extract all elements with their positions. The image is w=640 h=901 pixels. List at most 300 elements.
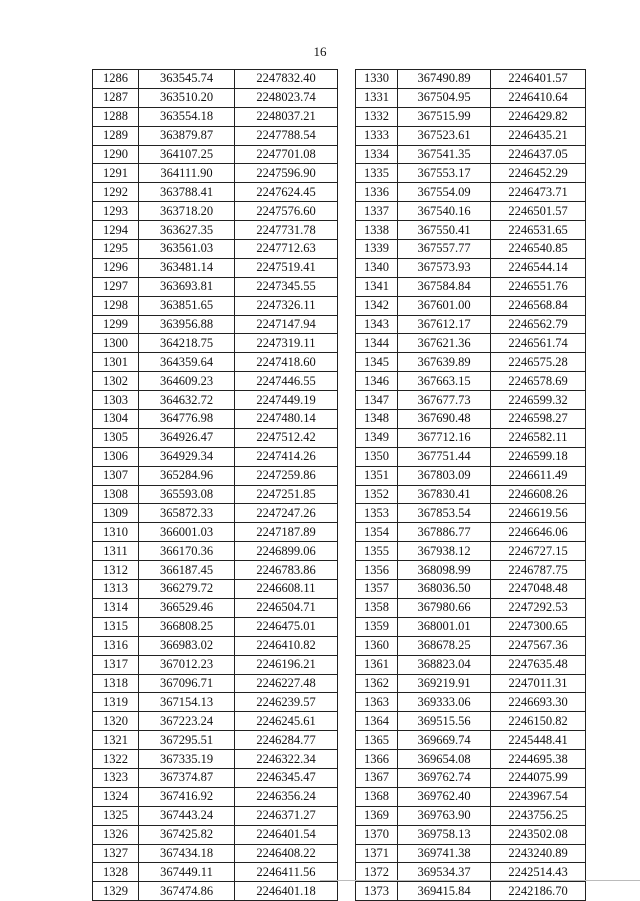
point-number-cell: 1339 xyxy=(356,240,398,259)
x-coordinate-cell: 367096.71 xyxy=(139,674,235,693)
point-number-cell: 1330 xyxy=(356,70,398,89)
page-footer-rule xyxy=(320,880,640,881)
x-coordinate-cell: 367223.24 xyxy=(139,712,235,731)
point-number-cell: 1344 xyxy=(356,334,398,353)
x-coordinate-cell: 364609.23 xyxy=(139,372,235,391)
y-coordinate-cell: 2247446.55 xyxy=(235,372,338,391)
table-row xyxy=(93,372,338,391)
x-coordinate-cell: 367690.48 xyxy=(398,410,491,429)
table-row xyxy=(93,334,338,353)
x-coordinate-cell: 367980.66 xyxy=(398,598,491,617)
y-coordinate-cell: 2246783.86 xyxy=(235,561,338,580)
x-coordinate-cell: 367712.16 xyxy=(398,428,491,447)
x-coordinate-cell: 369741.38 xyxy=(398,844,491,863)
y-coordinate-cell: 2246284.77 xyxy=(235,731,338,750)
table-row xyxy=(356,731,586,750)
y-coordinate-cell: 2248037.21 xyxy=(235,107,338,126)
x-coordinate-cell: 365872.33 xyxy=(139,504,235,523)
y-coordinate-cell: 2247300.65 xyxy=(491,617,586,636)
x-coordinate-cell: 367490.89 xyxy=(398,70,491,89)
point-number-cell: 1314 xyxy=(93,598,139,617)
table-row xyxy=(93,787,338,806)
table-row xyxy=(356,693,586,712)
point-number-cell: 1308 xyxy=(93,485,139,504)
table-row xyxy=(93,617,338,636)
y-coordinate-cell: 2246401.18 xyxy=(235,882,338,901)
point-number-cell: 1299 xyxy=(93,315,139,334)
table-row xyxy=(356,712,586,731)
x-coordinate-cell: 369415.84 xyxy=(398,882,491,901)
x-coordinate-cell: 363481.14 xyxy=(139,258,235,277)
x-coordinate-cell: 367830.41 xyxy=(398,485,491,504)
x-coordinate-cell: 367751.44 xyxy=(398,447,491,466)
table-row xyxy=(93,70,338,89)
y-coordinate-cell: 2245448.41 xyxy=(491,731,586,750)
y-coordinate-cell: 2246693.30 xyxy=(491,693,586,712)
y-coordinate-cell: 2246452.29 xyxy=(491,164,586,183)
y-coordinate-cell: 2246410.82 xyxy=(235,636,338,655)
x-coordinate-cell: 367416.92 xyxy=(139,787,235,806)
table-row xyxy=(93,410,338,429)
y-coordinate-cell: 2243967.54 xyxy=(491,787,586,806)
x-coordinate-cell: 369219.91 xyxy=(398,674,491,693)
x-coordinate-cell: 366983.02 xyxy=(139,636,235,655)
y-coordinate-cell: 2247635.48 xyxy=(491,655,586,674)
point-number-cell: 1296 xyxy=(93,258,139,277)
x-coordinate-cell: 366187.45 xyxy=(139,561,235,580)
y-coordinate-cell: 2246568.84 xyxy=(491,296,586,315)
table-row xyxy=(356,107,586,126)
point-number-cell: 1366 xyxy=(356,750,398,769)
x-coordinate-cell: 367540.16 xyxy=(398,202,491,221)
point-number-cell: 1345 xyxy=(356,353,398,372)
point-number-cell: 1352 xyxy=(356,485,398,504)
point-number-cell: 1300 xyxy=(93,334,139,353)
table-row xyxy=(356,617,586,636)
point-number-cell: 1358 xyxy=(356,598,398,617)
point-number-cell: 1353 xyxy=(356,504,398,523)
table-row xyxy=(93,466,338,485)
table-row xyxy=(356,806,586,825)
table-row xyxy=(356,882,586,901)
x-coordinate-cell: 369534.37 xyxy=(398,863,491,882)
y-coordinate-cell: 2247449.19 xyxy=(235,391,338,410)
x-coordinate-cell: 367557.77 xyxy=(398,240,491,259)
table-row xyxy=(356,353,586,372)
x-coordinate-cell: 369762.40 xyxy=(398,787,491,806)
y-coordinate-cell: 2247788.54 xyxy=(235,126,338,145)
y-coordinate-cell: 2246582.11 xyxy=(491,428,586,447)
point-number-cell: 1369 xyxy=(356,806,398,825)
point-number-cell: 1364 xyxy=(356,712,398,731)
table-row xyxy=(356,164,586,183)
x-coordinate-cell: 366170.36 xyxy=(139,542,235,561)
x-coordinate-cell: 367553.17 xyxy=(398,164,491,183)
x-coordinate-cell: 369758.13 xyxy=(398,825,491,844)
point-number-cell: 1354 xyxy=(356,523,398,542)
table-row xyxy=(93,731,338,750)
y-coordinate-cell: 2248023.74 xyxy=(235,88,338,107)
x-coordinate-cell: 369762.74 xyxy=(398,768,491,787)
table-row xyxy=(93,825,338,844)
y-coordinate-cell: 2247480.14 xyxy=(235,410,338,429)
point-number-cell: 1292 xyxy=(93,183,139,202)
point-number-cell: 1302 xyxy=(93,372,139,391)
table-row xyxy=(93,202,338,221)
x-coordinate-cell: 364111.90 xyxy=(139,164,235,183)
table-row xyxy=(93,221,338,240)
point-number-cell: 1318 xyxy=(93,674,139,693)
point-number-cell: 1310 xyxy=(93,523,139,542)
x-coordinate-cell: 367573.93 xyxy=(398,258,491,277)
point-number-cell: 1350 xyxy=(356,447,398,466)
table-row xyxy=(356,315,586,334)
table-row xyxy=(356,88,586,107)
point-number-cell: 1301 xyxy=(93,353,139,372)
point-number-cell: 1357 xyxy=(356,580,398,599)
table-row xyxy=(93,806,338,825)
y-coordinate-cell: 2246227.48 xyxy=(235,674,338,693)
table-row xyxy=(93,258,338,277)
x-coordinate-cell: 363561.03 xyxy=(139,240,235,259)
point-number-cell: 1317 xyxy=(93,655,139,674)
table-row xyxy=(93,353,338,372)
y-coordinate-cell: 2246619.56 xyxy=(491,504,586,523)
x-coordinate-cell: 367554.09 xyxy=(398,183,491,202)
y-coordinate-cell: 2247319.11 xyxy=(235,334,338,353)
x-coordinate-cell: 368098.99 xyxy=(398,561,491,580)
x-coordinate-cell: 364107.25 xyxy=(139,145,235,164)
y-coordinate-cell: 2242186.70 xyxy=(491,882,586,901)
point-number-cell: 1349 xyxy=(356,428,398,447)
x-coordinate-cell: 369654.08 xyxy=(398,750,491,769)
y-coordinate-cell: 2247512.42 xyxy=(235,428,338,447)
point-number-cell: 1324 xyxy=(93,787,139,806)
y-coordinate-cell: 2246599.32 xyxy=(491,391,586,410)
point-number-cell: 1319 xyxy=(93,693,139,712)
y-coordinate-cell: 2246551.76 xyxy=(491,277,586,296)
point-number-cell: 1363 xyxy=(356,693,398,712)
table-row xyxy=(93,164,338,183)
point-number-cell: 1342 xyxy=(356,296,398,315)
point-number-cell: 1359 xyxy=(356,617,398,636)
x-coordinate-cell: 367550.41 xyxy=(398,221,491,240)
x-coordinate-cell: 366808.25 xyxy=(139,617,235,636)
y-coordinate-cell: 2247187.89 xyxy=(235,523,338,542)
point-number-cell: 1355 xyxy=(356,542,398,561)
y-coordinate-cell: 2247147.94 xyxy=(235,315,338,334)
x-coordinate-cell: 366001.03 xyxy=(139,523,235,542)
x-coordinate-cell: 363693.81 xyxy=(139,277,235,296)
point-number-cell: 1356 xyxy=(356,561,398,580)
y-coordinate-cell: 2246410.64 xyxy=(491,88,586,107)
x-coordinate-cell: 367621.36 xyxy=(398,334,491,353)
x-coordinate-cell: 368001.01 xyxy=(398,617,491,636)
x-coordinate-cell: 369333.06 xyxy=(398,693,491,712)
table-row xyxy=(356,674,586,693)
point-number-cell: 1313 xyxy=(93,580,139,599)
point-number-cell: 1338 xyxy=(356,221,398,240)
y-coordinate-cell: 2246646.06 xyxy=(491,523,586,542)
y-coordinate-cell: 2247701.08 xyxy=(235,145,338,164)
x-coordinate-cell: 363851.65 xyxy=(139,296,235,315)
point-number-cell: 1367 xyxy=(356,768,398,787)
y-coordinate-cell: 2246475.01 xyxy=(235,617,338,636)
table-row xyxy=(356,391,586,410)
table-row xyxy=(93,598,338,617)
y-coordinate-cell: 2247414.26 xyxy=(235,447,338,466)
y-coordinate-cell: 2246356.24 xyxy=(235,787,338,806)
point-number-cell: 1332 xyxy=(356,107,398,126)
y-coordinate-cell: 2246540.85 xyxy=(491,240,586,259)
y-coordinate-cell: 2246598.27 xyxy=(491,410,586,429)
point-number-cell: 1348 xyxy=(356,410,398,429)
point-number-cell: 1334 xyxy=(356,145,398,164)
y-coordinate-cell: 2246608.26 xyxy=(491,485,586,504)
point-number-cell: 1321 xyxy=(93,731,139,750)
table-row xyxy=(93,768,338,787)
x-coordinate-cell: 363788.41 xyxy=(139,183,235,202)
point-number-cell: 1306 xyxy=(93,447,139,466)
table-row xyxy=(356,787,586,806)
y-coordinate-cell: 2246239.57 xyxy=(235,693,338,712)
x-coordinate-cell: 369763.90 xyxy=(398,806,491,825)
table-row xyxy=(93,863,338,882)
table-row xyxy=(93,844,338,863)
table-row xyxy=(93,277,338,296)
y-coordinate-cell: 2247832.40 xyxy=(235,70,338,89)
x-coordinate-cell: 363956.88 xyxy=(139,315,235,334)
y-coordinate-cell: 2246473.71 xyxy=(491,183,586,202)
table-row xyxy=(356,485,586,504)
x-coordinate-cell: 367154.13 xyxy=(139,693,235,712)
x-coordinate-cell: 367012.23 xyxy=(139,655,235,674)
y-coordinate-cell: 2246575.28 xyxy=(491,353,586,372)
table-row xyxy=(356,240,586,259)
x-coordinate-cell: 367584.84 xyxy=(398,277,491,296)
page-number: 16 xyxy=(313,44,327,59)
point-number-cell: 1323 xyxy=(93,768,139,787)
x-coordinate-cell: 367541.35 xyxy=(398,145,491,164)
table-row xyxy=(356,277,586,296)
y-coordinate-cell: 2246437.05 xyxy=(491,145,586,164)
y-coordinate-cell: 2246371.27 xyxy=(235,806,338,825)
x-coordinate-cell: 367474.86 xyxy=(139,882,235,901)
point-number-cell: 1337 xyxy=(356,202,398,221)
table-row xyxy=(93,240,338,259)
point-number-cell: 1289 xyxy=(93,126,139,145)
point-number-cell: 1316 xyxy=(93,636,139,655)
point-number-cell: 1320 xyxy=(93,712,139,731)
table-row xyxy=(356,296,586,315)
y-coordinate-cell: 2246504.71 xyxy=(235,598,338,617)
x-coordinate-cell: 364632.72 xyxy=(139,391,235,410)
y-coordinate-cell: 2246727.15 xyxy=(491,542,586,561)
x-coordinate-cell: 367515.99 xyxy=(398,107,491,126)
y-coordinate-cell: 2243240.89 xyxy=(491,844,586,863)
y-coordinate-cell: 2247567.36 xyxy=(491,636,586,655)
point-number-cell: 1336 xyxy=(356,183,398,202)
point-number-cell: 1294 xyxy=(93,221,139,240)
point-number-cell: 1371 xyxy=(356,844,398,863)
table-row xyxy=(93,126,338,145)
x-coordinate-cell: 368036.50 xyxy=(398,580,491,599)
table-row xyxy=(356,70,586,89)
point-number-cell: 1298 xyxy=(93,296,139,315)
point-number-cell: 1287 xyxy=(93,88,139,107)
table-row xyxy=(93,315,338,334)
x-coordinate-cell: 367443.24 xyxy=(139,806,235,825)
table-row xyxy=(356,221,586,240)
point-number-cell: 1368 xyxy=(356,787,398,806)
y-coordinate-cell: 2246562.79 xyxy=(491,315,586,334)
y-coordinate-cell: 2246411.56 xyxy=(235,863,338,882)
y-coordinate-cell: 2246429.82 xyxy=(491,107,586,126)
table-row xyxy=(93,655,338,674)
x-coordinate-cell: 364926.47 xyxy=(139,428,235,447)
table-row xyxy=(356,636,586,655)
point-number-cell: 1331 xyxy=(356,88,398,107)
x-coordinate-cell: 367803.09 xyxy=(398,466,491,485)
point-number-cell: 1288 xyxy=(93,107,139,126)
point-number-cell: 1365 xyxy=(356,731,398,750)
table-row xyxy=(93,504,338,523)
point-number-cell: 1295 xyxy=(93,240,139,259)
coordinate-table-left xyxy=(92,69,338,901)
y-coordinate-cell: 2246435.21 xyxy=(491,126,586,145)
point-number-cell: 1346 xyxy=(356,372,398,391)
table-row xyxy=(93,542,338,561)
y-coordinate-cell: 2242514.43 xyxy=(491,863,586,882)
point-number-cell: 1373 xyxy=(356,882,398,901)
point-number-cell: 1290 xyxy=(93,145,139,164)
y-coordinate-cell: 2247048.48 xyxy=(491,580,586,599)
table-row xyxy=(93,674,338,693)
table-row xyxy=(356,561,586,580)
y-coordinate-cell: 2246899.06 xyxy=(235,542,338,561)
y-coordinate-cell: 2247247.26 xyxy=(235,504,338,523)
table-row xyxy=(93,145,338,164)
y-coordinate-cell: 2246408.22 xyxy=(235,844,338,863)
table-row xyxy=(356,598,586,617)
y-coordinate-cell: 2246245.61 xyxy=(235,712,338,731)
y-coordinate-cell: 2246501.57 xyxy=(491,202,586,221)
x-coordinate-cell: 367612.17 xyxy=(398,315,491,334)
point-number-cell: 1312 xyxy=(93,561,139,580)
x-coordinate-cell: 363879.87 xyxy=(139,126,235,145)
point-number-cell: 1305 xyxy=(93,428,139,447)
point-number-cell: 1293 xyxy=(93,202,139,221)
point-number-cell: 1304 xyxy=(93,410,139,429)
x-coordinate-cell: 367601.00 xyxy=(398,296,491,315)
table-row xyxy=(356,202,586,221)
table-row xyxy=(356,447,586,466)
x-coordinate-cell: 364218.75 xyxy=(139,334,235,353)
y-coordinate-cell: 2244075.99 xyxy=(491,768,586,787)
table-row xyxy=(93,428,338,447)
y-coordinate-cell: 2246322.34 xyxy=(235,750,338,769)
table-row xyxy=(356,844,586,863)
y-coordinate-cell: 2247418.60 xyxy=(235,353,338,372)
point-number-cell: 1347 xyxy=(356,391,398,410)
x-coordinate-cell: 369515.56 xyxy=(398,712,491,731)
y-coordinate-cell: 2246401.57 xyxy=(491,70,586,89)
x-coordinate-cell: 367677.73 xyxy=(398,391,491,410)
table-row xyxy=(356,768,586,787)
x-coordinate-cell: 367449.11 xyxy=(139,863,235,882)
point-number-cell: 1351 xyxy=(356,466,398,485)
point-number-cell: 1328 xyxy=(93,863,139,882)
table-row xyxy=(356,863,586,882)
x-coordinate-cell: 363545.74 xyxy=(139,70,235,89)
y-coordinate-cell: 2246599.18 xyxy=(491,447,586,466)
table-row xyxy=(93,485,338,504)
x-coordinate-cell: 367425.82 xyxy=(139,825,235,844)
table-row xyxy=(356,372,586,391)
x-coordinate-cell: 363718.20 xyxy=(139,202,235,221)
table-row xyxy=(93,391,338,410)
x-coordinate-cell: 367434.18 xyxy=(139,844,235,863)
table-row xyxy=(93,523,338,542)
x-coordinate-cell: 367295.51 xyxy=(139,731,235,750)
y-coordinate-cell: 2244695.38 xyxy=(491,750,586,769)
table-row xyxy=(93,561,338,580)
y-coordinate-cell: 2246611.49 xyxy=(491,466,586,485)
y-coordinate-cell: 2247712.63 xyxy=(235,240,338,259)
x-coordinate-cell: 369669.74 xyxy=(398,731,491,750)
table-row xyxy=(93,580,338,599)
x-coordinate-cell: 367523.61 xyxy=(398,126,491,145)
y-coordinate-cell: 2243756.25 xyxy=(491,806,586,825)
table-row xyxy=(356,750,586,769)
point-number-cell: 1311 xyxy=(93,542,139,561)
point-number-cell: 1327 xyxy=(93,844,139,863)
y-coordinate-cell: 2247345.55 xyxy=(235,277,338,296)
table-row xyxy=(356,126,586,145)
point-number-cell: 1335 xyxy=(356,164,398,183)
table-row xyxy=(356,183,586,202)
table-row xyxy=(93,447,338,466)
y-coordinate-cell: 2246561.74 xyxy=(491,334,586,353)
point-number-cell: 1309 xyxy=(93,504,139,523)
table-row xyxy=(93,296,338,315)
table-row xyxy=(93,636,338,655)
point-number-cell: 1307 xyxy=(93,466,139,485)
point-number-cell: 1341 xyxy=(356,277,398,296)
x-coordinate-cell: 365284.96 xyxy=(139,466,235,485)
point-number-cell: 1325 xyxy=(93,806,139,825)
x-coordinate-cell: 367374.87 xyxy=(139,768,235,787)
table-row xyxy=(93,88,338,107)
x-coordinate-cell: 366279.72 xyxy=(139,580,235,599)
x-coordinate-cell: 363554.18 xyxy=(139,107,235,126)
table-row xyxy=(356,580,586,599)
table-row xyxy=(356,410,586,429)
point-number-cell: 1333 xyxy=(356,126,398,145)
point-number-cell: 1315 xyxy=(93,617,139,636)
x-coordinate-cell: 364776.98 xyxy=(139,410,235,429)
table-row xyxy=(356,334,586,353)
table-row xyxy=(93,750,338,769)
table-row xyxy=(356,466,586,485)
y-coordinate-cell: 2246196.21 xyxy=(235,655,338,674)
y-coordinate-cell: 2247576.60 xyxy=(235,202,338,221)
point-number-cell: 1322 xyxy=(93,750,139,769)
point-number-cell: 1297 xyxy=(93,277,139,296)
x-coordinate-cell: 367886.77 xyxy=(398,523,491,542)
y-coordinate-cell: 2247596.90 xyxy=(235,164,338,183)
point-number-cell: 1286 xyxy=(93,70,139,89)
